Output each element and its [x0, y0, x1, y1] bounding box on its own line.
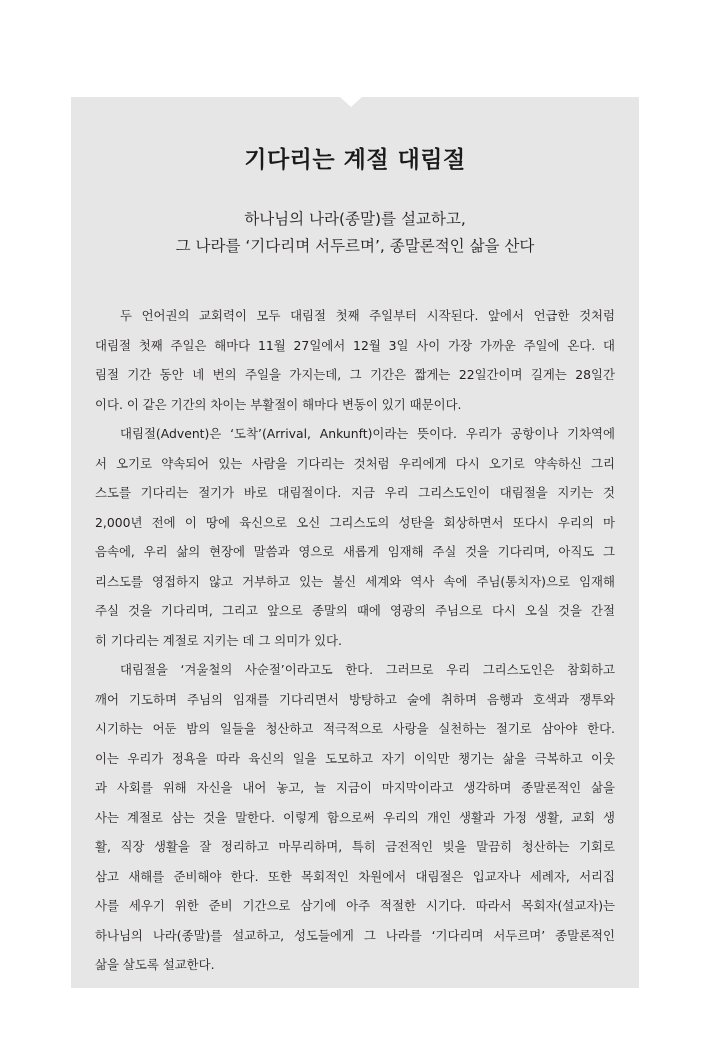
subtitle-line: 그 나라를 ‘기다리며 서두르며’, 종말론적인 삶을 산다 — [175, 237, 535, 255]
body-line: 히 기다리는 계절로 지키는 데 그 의미가 있다. — [95, 632, 342, 648]
body-line: 대림절(Advent)은 ‘도착’(Arrival, Ankunft)이라는 뜻이다. 우리가 공항이나 기차역에 — [120, 426, 615, 441]
body-line: 대림절을 ‘겨울철의 사순절’이라고도 한다. 그러므로 우리 그리스도인은 참회하고 — [120, 662, 615, 677]
body-line: 서 오기로 약속되어 있는 사람을 기다리는 것처럼 우리에게 다시 오기로 약속하신 그리 — [95, 455, 615, 471]
body-line: 활, 직장 생활을 잘 정리하고 마무리하며, 특히 금전적인 빚을 말끔히 청산하는 기회로 — [95, 839, 615, 854]
body-text — [95, 301, 615, 980]
body-line: 이는 우리가 정욕을 따라 육신의 일을 도모하고 자기 이익만 챙기는 삶을 극복하고 이웃 — [95, 750, 615, 766]
body-line: 두 언어권의 교회력이 모두 대림절 첫째 주일부터 시작된다. 앞에서 언급한 것처럼 — [120, 308, 615, 323]
body-line: 사를 세우기 위한 준비 기간으로 삼기에 아주 적절한 시기다. 따라서 목회자(설교자)는 — [95, 898, 615, 913]
body-line: 2,000년 전에 이 땅에 육신으로 오신 그리스도의 성탄을 회상하면서 또다시 우리의 마 — [95, 514, 615, 530]
body-line: 사는 계절로 삼는 것을 말한다. 이렇게 함으로써 우리의 개인 생활과 가정 생활, 교회 생 — [95, 809, 615, 825]
body-line: 림절 기간 동안 네 번의 주일을 가지는데, 그 기간은 짧게는 22일간이며 길게는 28일간 — [95, 367, 615, 382]
body-line: 깨어 기도하며 주님의 임재를 기다리면서 방탕하고 술에 취하며 음행과 호색과 쟁투와 — [95, 691, 615, 707]
panel-notch — [340, 97, 362, 107]
body-line: 스도를 기다리는 절기가 바로 대림절이다. 지금 우리 그리스도인이 대림절을 지키는 것 — [95, 485, 615, 500]
body-line: 시기하는 어둔 밤의 일들을 청산하고 적극적으로 사랑을 실천하는 절기로 삼아야 한다. — [95, 721, 615, 736]
body-line: 이다. 이 같은 기간의 차이는 부활절이 해마다 변동이 있기 때문이다. — [95, 396, 462, 412]
body-line: 리스도를 영접하지 않고 거부하고 있는 불신 세계와 역사 속에 주님(통치자)으로 임재해 — [95, 573, 615, 589]
page-title: 기다리는 계절 대림절 — [244, 147, 466, 173]
body-line: 대림절 첫째 주일은 해마다 11월 27일에서 12월 3일 사이 가장 가까운 주일에 온다. 대 — [95, 337, 615, 353]
body-line: 과 사회를 위해 자신을 내어 놓고, 늘 지금이 마지막이라고 생각하며 종말론적인 삶을 — [95, 780, 615, 795]
body-line: 음속에, 우리 삶의 현장에 말씀과 영으로 새롭게 임재해 주실 것을 기다리며, 아직도 그 — [95, 544, 615, 559]
body-line: 삶을 살도록 설교한다. — [95, 957, 215, 972]
body-line: 삼고 새해를 준비해야 한다. 또한 목회적인 차원에서 대림절은 입교자나 세례자, 서리집 — [95, 868, 615, 884]
subtitle-line: 하나님의 나라(종말)를 설교하고, — [244, 210, 466, 228]
body-line: 주실 것을 기다리며, 그리고 앞으로 종말의 때에 영광의 주님으로 다시 오실 것을 간절 — [95, 603, 615, 618]
body-line: 하나님의 나라(종말)를 설교하고, 성도들에게 그 나라를 ‘기다리며 서두르며’ 종말론적인 — [95, 927, 615, 943]
subtitle — [71, 206, 639, 260]
